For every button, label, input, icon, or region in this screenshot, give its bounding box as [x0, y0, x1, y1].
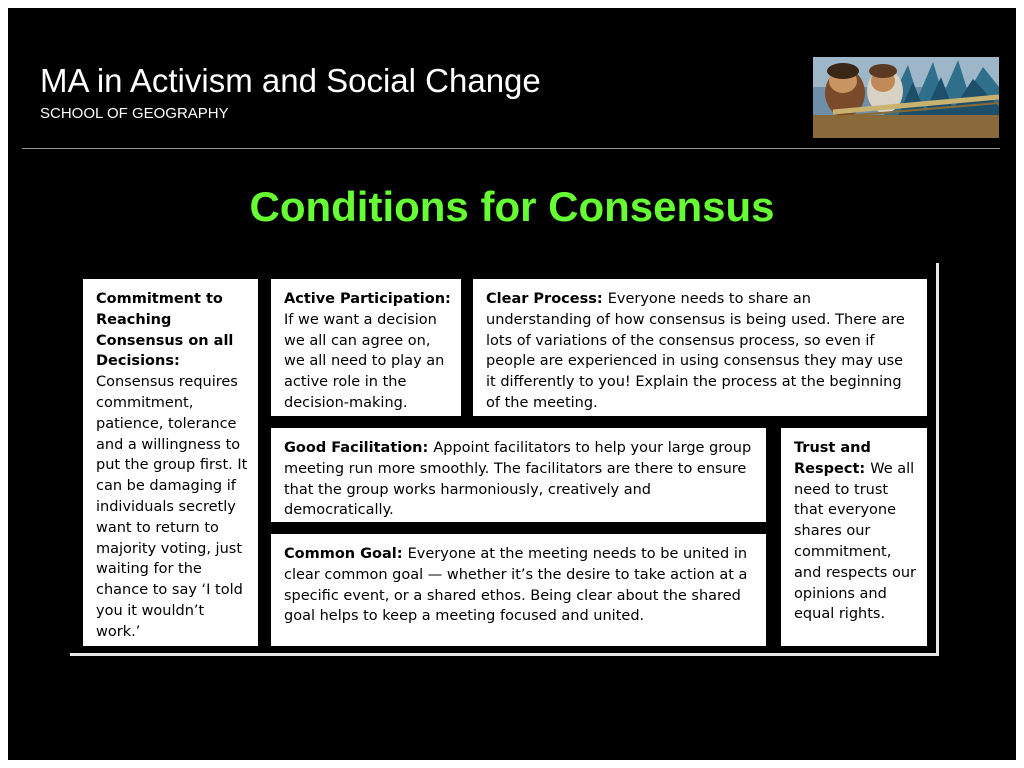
card-process	[473, 279, 927, 416]
slide-title: Conditions for Consensus	[249, 183, 775, 230]
card-commitment	[83, 279, 258, 646]
card-process-body: Everyone needs to share an understanding of how consensus is being used. There are lots of variations of the consensus process, so even if people are experienced in using consensus they may use it differently to you! Explain the process at the beginning of the meeting.	[486, 291, 905, 411]
header-divider	[22, 148, 1000, 149]
slide	[8, 8, 1016, 760]
card-participation-body: If we want a decision we all can agree on, we all need to play an active role in the decision-making.	[284, 311, 445, 411]
card-commitment-body: Consensus requires commitment, patience, tolerance and a willingness to put the group first. It can be damaging if individuals secretly want to return to majority voting, just waiting for the chance to say ‘I told you it wouldn’t work.’	[96, 374, 248, 640]
card-facilitation-body: Appoint facilitators to help your large group meeting run more smoothly. The facilitators are there to ensure that the group works harmoniously, creatively and democratically.	[284, 440, 752, 519]
card-trust	[781, 428, 927, 646]
card-facilitation	[271, 428, 766, 522]
card-goal-body: Everyone at the meeting needs to be united in clear common goal — whether it’s the desire to take action at a specific event, or a shared ethos. Being clear about the shared goal helps to keep a meeting focused and united.	[284, 546, 748, 625]
card-trust-heading: Trust and Respect:	[794, 440, 871, 477]
card-process-heading: Clear Process:	[486, 291, 608, 307]
card-participation	[271, 279, 461, 416]
card-commitment-heading: Commitment to Reaching Consensus on all Decisions:	[96, 291, 234, 370]
card-facilitation-heading: Good Facilitation:	[284, 440, 434, 456]
activists-mural-image	[813, 57, 999, 138]
course-title: MA in Activism and Social Change	[40, 62, 541, 99]
conditions-panel	[70, 263, 939, 656]
card-participation-heading: Active Participation:	[284, 291, 451, 307]
card-trust-body: We all need to trust that everyone shares our commitment, and respects our opinions and equal rights.	[794, 460, 916, 623]
card-goal	[271, 534, 766, 646]
card-goal-heading: Common Goal:	[284, 546, 408, 562]
school-name: SCHOOL OF GEOGRAPHY	[40, 105, 229, 122]
